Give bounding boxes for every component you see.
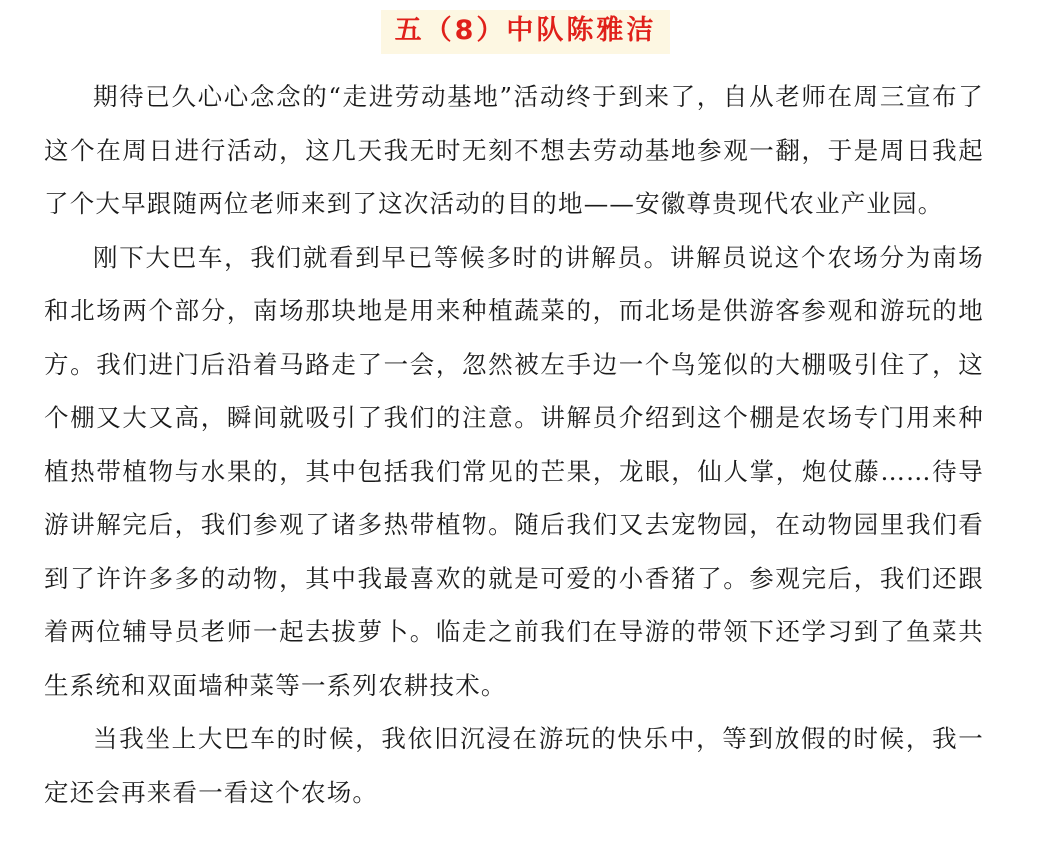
paragraph-1: 期待已久心心念念的“走进劳动基地”活动终于到来了，自从老师在周三宣布了这个在周日进行活动，这几天我无时无刻不想去劳动基地参观一翻，于是周日我起了个大早跟随两位老师来到了这次活动的目的地——安徽尊贵现代农业产业园。 [44, 82, 984, 218]
document-body [44, 70, 984, 819]
paragraph-3: 当我坐上大巴车的时候，我依旧沉浸在游玩的快乐中，等到放假的时候，我一定还会再来看一看这个农场。 [44, 724, 984, 807]
title-wrap [0, 10, 1051, 54]
paragraph-2: 刚下大巴车，我们就看到早已等候多时的讲解员。讲解员说这个农场分为南场和北场两个部分，南场那块地是用来种植蔬菜的，而北场是供游客参观和游玩的地方。我们进门后沿着马路走了一会，忽然被左手边一个鸟笼似的大棚吸引住了，这个棚又大又高，瞬间就吸引了我们的注意。讲解员介绍到这个棚是农场专门用来种植热带植物与水果的，其中包括我们常见的芒果，龙眼，仙人掌，炮仗藤……待导游讲解完后，我们参观了诸多热带植物。随后我们又去宠物园，在动物园里我们看到了许许多多的动物，其中我最喜欢的就是可爱的小香猪了。参观完后，我们还跟着两位辅导员老师一起去拔萝卜。临走之前我们在导游的带领下还学习到了鱼菜共生系统和双面墙种菜等一系列农耕技术。 [44, 242, 984, 700]
document-title: 五（8）中队陈雅洁 [381, 10, 671, 54]
